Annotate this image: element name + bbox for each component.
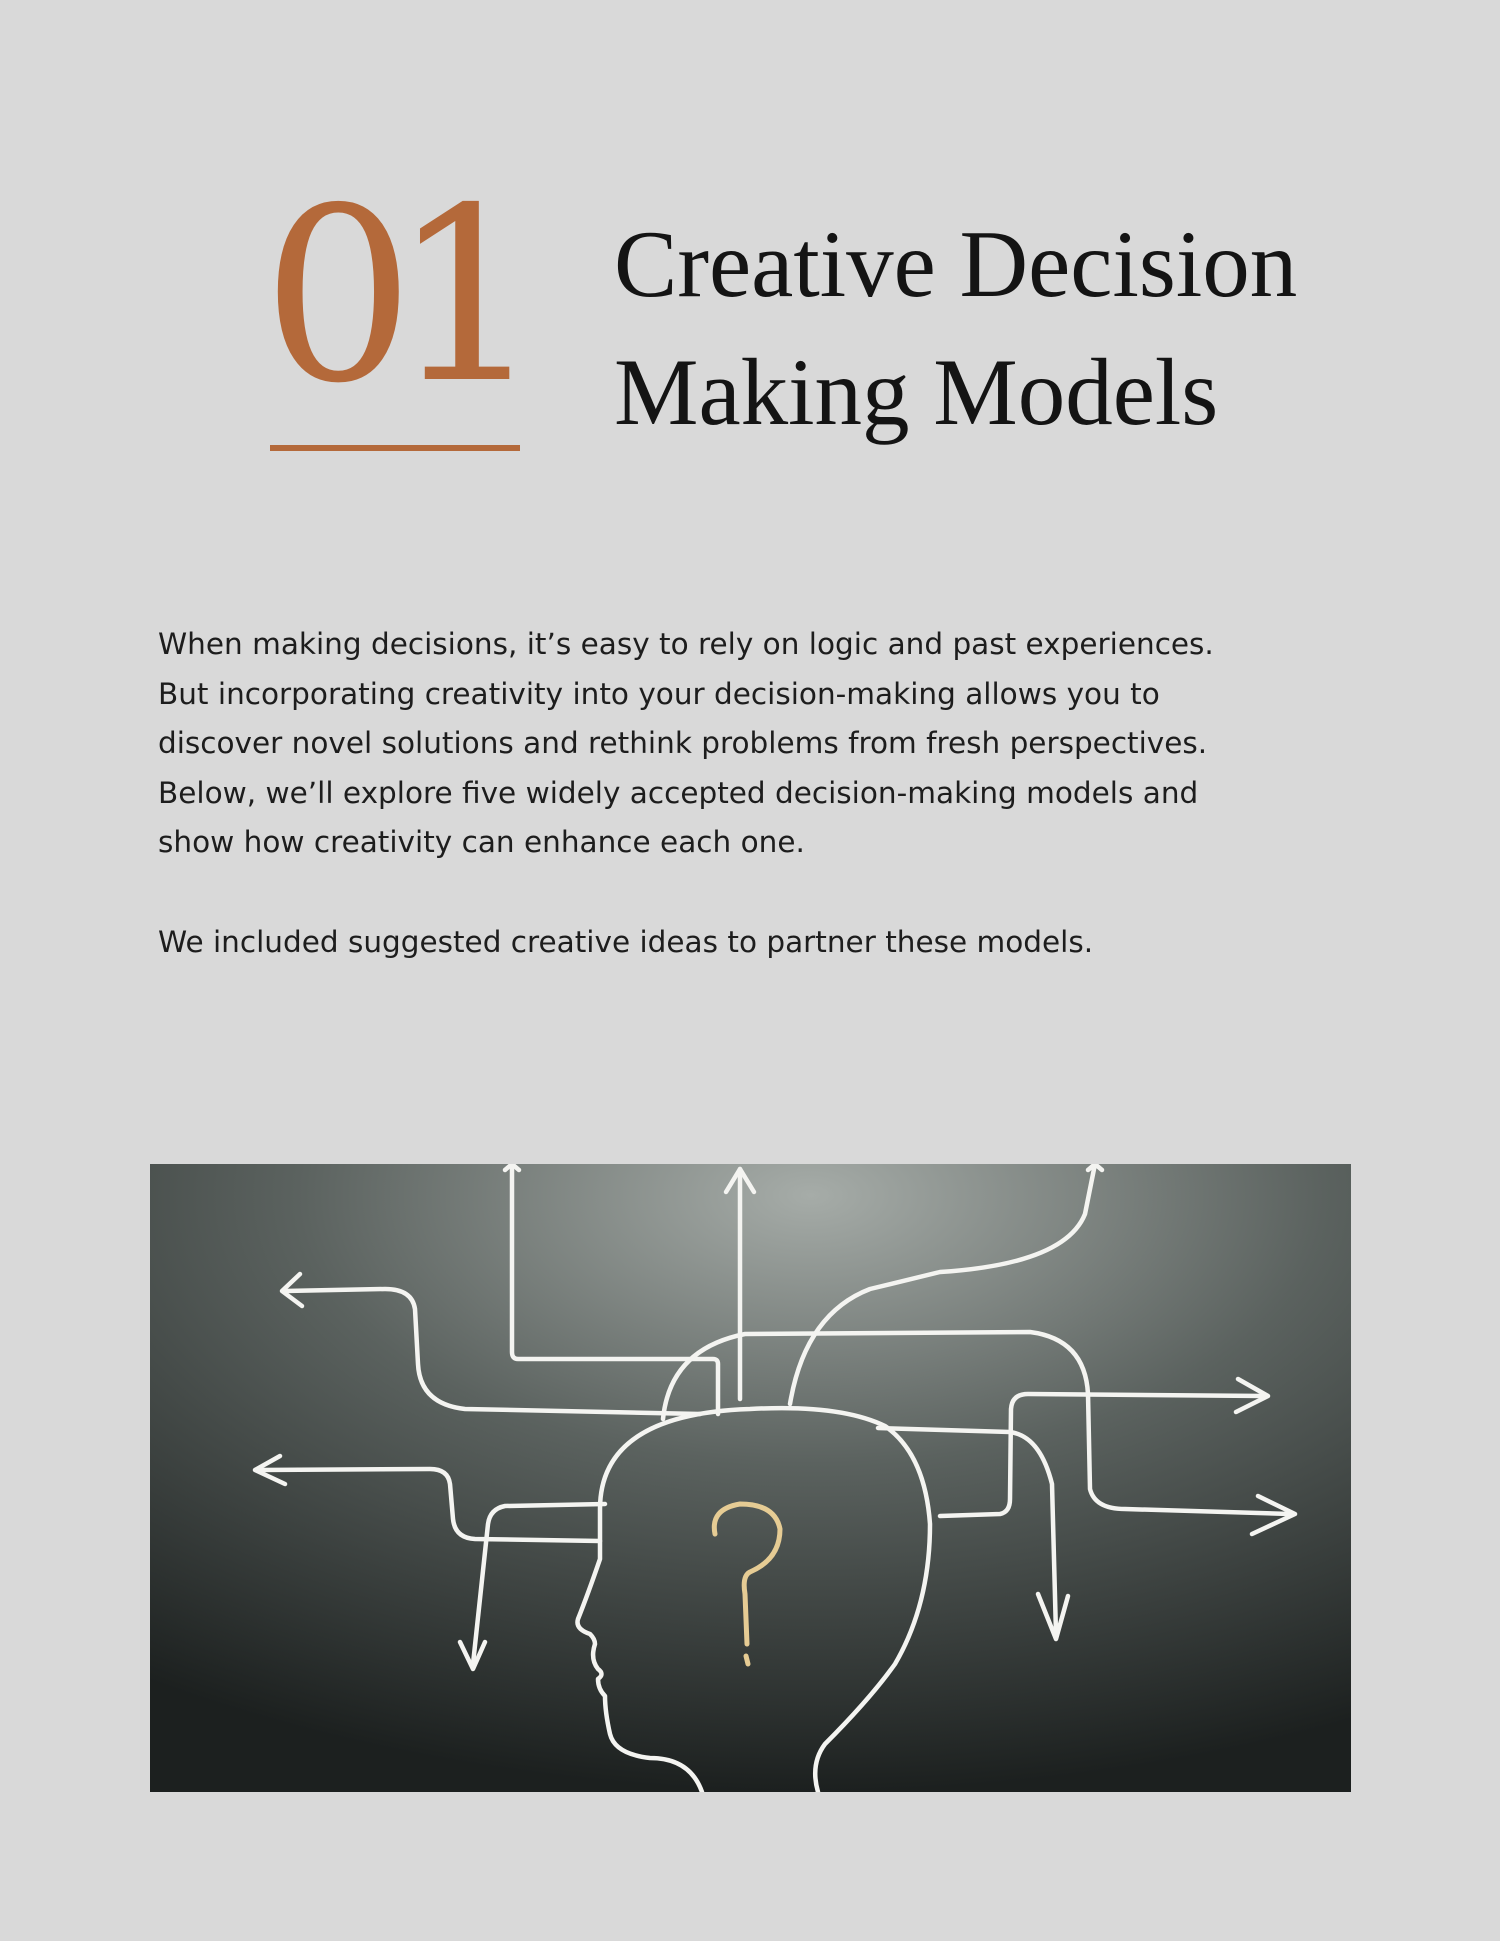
chapter-title-line-2: Making Models xyxy=(614,339,1219,445)
chalkboard-illustration xyxy=(150,1164,1351,1792)
chapter-title xyxy=(614,200,1434,456)
intro-text xyxy=(158,620,1358,967)
chapter-title-line-1: Creative Decision xyxy=(614,211,1298,317)
intro-note: We included suggested creative ideas to partner these models. xyxy=(158,924,1094,959)
intro-paragraph: When making decisions, it’s easy to rely on logic and past experiences. But incorporating creativity into your decision-making allows you to discover novel solutions and rethink problems from fresh perspectives. Below, we’ll explore five widely accepted decision-making models and show how creativity can enhance each one. xyxy=(158,627,1214,860)
chapter-number-underline xyxy=(270,445,520,451)
chapter-number: 01 xyxy=(262,156,520,436)
chalkboard-background xyxy=(150,1164,1351,1792)
